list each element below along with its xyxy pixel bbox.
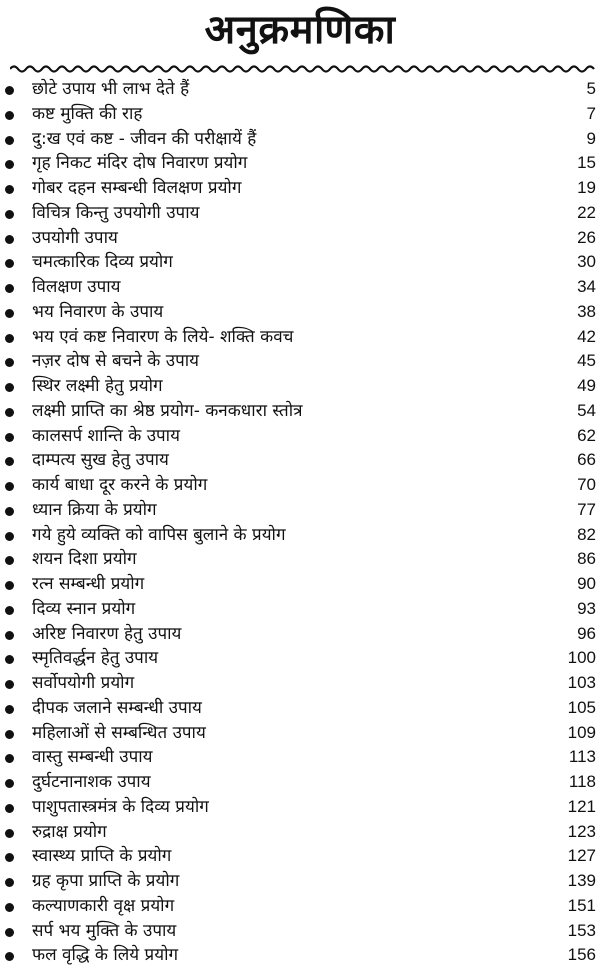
bullet-icon bbox=[5, 556, 14, 565]
toc-entry-page-number: 26 bbox=[577, 227, 596, 247]
toc-entry bbox=[0, 175, 600, 200]
toc-entry-page-number: 139 bbox=[567, 871, 596, 890]
toc-entry bbox=[0, 299, 600, 324]
bullet-icon bbox=[5, 457, 14, 466]
toc-entry-title: ग्रह कृपा प्राप्ति के प्रयोग bbox=[32, 871, 180, 891]
bullet-icon bbox=[5, 507, 14, 516]
toc-entry-title: सर्वोपयोगी प्रयोग bbox=[32, 673, 135, 693]
bullet-icon bbox=[5, 185, 14, 194]
toc-entry-page-number: 77 bbox=[577, 499, 596, 519]
bullet-icon bbox=[5, 111, 14, 120]
toc-entry bbox=[0, 472, 600, 497]
toc-entry-page-number: 156 bbox=[567, 945, 596, 965]
toc-entry-page-number: 109 bbox=[567, 722, 596, 742]
toc-entry bbox=[0, 373, 600, 398]
bullet-icon bbox=[5, 136, 14, 145]
toc-entry-page-number: 9 bbox=[586, 128, 596, 148]
bullet-icon bbox=[5, 284, 14, 293]
bullet-icon bbox=[5, 655, 14, 664]
toc-entry-page-number: 38 bbox=[577, 301, 596, 321]
toc-entry bbox=[0, 522, 600, 547]
toc-entry-title: कार्य बाधा दूर करने के प्रयोग bbox=[32, 475, 208, 495]
toc-list bbox=[0, 76, 600, 967]
toc-entry-title: स्थिर लक्ष्मी हेतु प्रयोग bbox=[32, 376, 163, 396]
toc-entry-title: कालसर्प शान्ति के उपाय bbox=[32, 425, 180, 446]
toc-entry bbox=[0, 398, 600, 423]
toc-entry-page-number: 113 bbox=[568, 747, 596, 767]
bullet-icon bbox=[5, 532, 14, 541]
toc-entry-page-number: 153 bbox=[567, 920, 596, 940]
bullet-icon bbox=[5, 779, 14, 788]
bullet-icon bbox=[5, 309, 14, 318]
bullet-icon bbox=[5, 730, 14, 739]
toc-entry-title: विचित्र किन्तु उपयोगी उपाय bbox=[32, 202, 200, 223]
toc-entry-title: भय एवं कष्ट निवारण के लिये- शक्ति कवच bbox=[32, 326, 294, 347]
bullet-icon bbox=[5, 952, 14, 961]
toc-entry bbox=[0, 621, 600, 646]
toc-entry bbox=[0, 571, 600, 596]
bullet-icon bbox=[5, 160, 14, 169]
toc-entry-page-number: 93 bbox=[577, 598, 596, 618]
toc-entry-page-number: 70 bbox=[577, 475, 596, 494]
bullet-icon bbox=[5, 235, 14, 244]
toc-entry-title: स्मृतिवर्द्धन हेतु उपाय bbox=[32, 648, 159, 669]
toc-entry bbox=[0, 744, 600, 769]
bullet-icon bbox=[5, 334, 14, 343]
toc-entry bbox=[0, 868, 600, 893]
page-title: अनुक्रमणिका bbox=[204, 7, 396, 53]
toc-entry bbox=[0, 249, 600, 274]
toc-entry-title: कष्ट मुक्ति की राह bbox=[32, 103, 143, 124]
toc-entry-title: भय निवारण के उपाय bbox=[32, 301, 164, 322]
bullet-icon bbox=[5, 829, 14, 838]
toc-entry-title: रत्न सम्बन्धी प्रयोग bbox=[32, 574, 145, 594]
toc-entry-page-number: 66 bbox=[577, 450, 596, 470]
toc-entry-title: चमत्कारिक दिव्य प्रयोग bbox=[32, 252, 173, 273]
toc-entry bbox=[0, 843, 600, 868]
toc-entry bbox=[0, 645, 600, 670]
toc-entry bbox=[0, 150, 600, 175]
bullet-icon bbox=[5, 631, 14, 640]
bullet-icon bbox=[5, 853, 14, 862]
toc-entry-title: दाम्पत्य सुख हेतु उपाय bbox=[32, 450, 169, 471]
toc-entry-page-number: 105 bbox=[567, 697, 596, 717]
toc-entry-title: अरिष्ट निवारण हेतु उपाय bbox=[32, 623, 182, 644]
toc-entry bbox=[0, 423, 600, 448]
toc-entry-page-number: 19 bbox=[577, 178, 596, 197]
toc-entry-page-number: 15 bbox=[577, 153, 596, 173]
toc-entry-title: विलक्षण उपाय bbox=[32, 277, 121, 297]
toc-entry bbox=[0, 695, 600, 720]
toc-entry-page-number: 7 bbox=[586, 103, 596, 123]
toc-entry-title: गोबर दहन सम्बन्धी विलक्षण प्रयोग bbox=[32, 178, 242, 198]
toc-entry-page-number: 22 bbox=[577, 202, 596, 222]
toc-entry-page-number: 5 bbox=[586, 79, 596, 98]
toc-entry-title: गृह निकट मंदिर दोष निवारण प्रयोग bbox=[32, 153, 248, 174]
bullet-icon bbox=[5, 259, 14, 268]
toc-entry-title: दु:ख एवं कष्ट - जीवन की परीक्षायें हैं bbox=[32, 128, 257, 149]
toc-entry bbox=[0, 942, 600, 967]
toc-entry-title: दीपक जलाने सम्बन्धी उपाय bbox=[32, 697, 202, 718]
toc-entry-title: लक्ष्मी प्राप्ति का श्रेष्ठ प्रयोग- कनकधारा स्तोत्र bbox=[32, 400, 303, 421]
bullet-icon bbox=[5, 210, 14, 219]
bullet-icon bbox=[5, 581, 14, 590]
toc-entry-page-number: 42 bbox=[577, 326, 596, 346]
toc-entry bbox=[0, 274, 600, 299]
toc-entry-title: शयन दिशा प्रयोग bbox=[32, 549, 137, 570]
bullet-icon bbox=[5, 408, 14, 417]
toc-entry-page-number: 82 bbox=[577, 524, 596, 544]
toc-entry-page-number: 96 bbox=[577, 623, 596, 643]
toc-entry-title: कल्याणकारी वृक्ष प्रयोग bbox=[32, 895, 175, 916]
toc-entry-page-number: 54 bbox=[577, 400, 596, 420]
bullet-icon bbox=[5, 705, 14, 714]
toc-entry-page-number: 118 bbox=[568, 772, 596, 791]
toc-entry-page-number: 34 bbox=[577, 277, 596, 296]
toc-entry-title: रुद्राक्ष प्रयोग bbox=[32, 821, 107, 842]
toc-entry bbox=[0, 497, 600, 522]
toc-entry bbox=[0, 101, 600, 126]
toc-entry-title: नज़र दोष से बचने के उपाय bbox=[32, 351, 199, 372]
toc-entry bbox=[0, 596, 600, 621]
toc-entry-title: छोटे उपाय भी लाभ देते हैं bbox=[32, 79, 190, 99]
toc-entry-title: सर्प भय मुक्ति के उपाय bbox=[32, 920, 177, 941]
toc-entry bbox=[0, 546, 600, 571]
bullet-icon bbox=[5, 928, 14, 937]
bullet-icon bbox=[5, 433, 14, 442]
toc-entry-page-number: 62 bbox=[577, 425, 596, 445]
toc-entry bbox=[0, 126, 600, 151]
bullet-icon bbox=[5, 358, 14, 367]
toc-entry bbox=[0, 769, 600, 794]
toc-entry-title: गये हुये व्यक्ति को वापिस बुलाने के प्रयोग bbox=[32, 524, 286, 545]
bullet-icon bbox=[5, 482, 14, 491]
toc-entry-title: स्वास्थ्य प्राप्ति के प्रयोग bbox=[32, 846, 172, 867]
toc-entry-title: दुर्घटनानाशक उपाय bbox=[32, 772, 151, 792]
toc-entry-page-number: 121 bbox=[567, 796, 596, 816]
toc-entry-title: ध्यान क्रिया के प्रयोग bbox=[32, 499, 157, 520]
bullet-icon bbox=[5, 903, 14, 912]
toc-entry-page-number: 90 bbox=[577, 574, 596, 593]
toc-entry-page-number: 86 bbox=[577, 549, 596, 569]
wavy-rule-line bbox=[10, 67, 594, 72]
toc-entry bbox=[0, 200, 600, 225]
toc-entry bbox=[0, 447, 600, 472]
toc-entry-page-number: 151 bbox=[567, 895, 596, 915]
toc-entry bbox=[0, 76, 600, 101]
bullet-icon bbox=[5, 86, 14, 95]
toc-entry-page-number: 45 bbox=[577, 351, 596, 371]
toc-entry-page-number: 123 bbox=[567, 821, 596, 841]
toc-entry-page-number: 103 bbox=[567, 673, 596, 692]
toc-entry-page-number: 49 bbox=[577, 376, 596, 395]
bullet-icon bbox=[5, 754, 14, 763]
toc-entry-title: उपयोगी उपाय bbox=[32, 227, 118, 248]
toc-entry-title: वास्तु सम्बन्धी उपाय bbox=[32, 747, 153, 768]
toc-entry-page-number: 127 bbox=[567, 846, 596, 866]
toc-entry bbox=[0, 794, 600, 819]
toc-entry bbox=[0, 324, 600, 349]
toc-entry bbox=[0, 918, 600, 943]
toc-entry-title: फल वृद्धि के लिये प्रयोग bbox=[32, 945, 179, 966]
decorative-title-rule bbox=[10, 62, 598, 76]
bullet-icon bbox=[5, 878, 14, 887]
bullet-icon bbox=[5, 680, 14, 689]
bullet-icon bbox=[5, 383, 14, 392]
toc-entry bbox=[0, 819, 600, 844]
toc-entry-title: पाशुपतास्त्रमंत्र के दिव्य प्रयोग bbox=[32, 796, 209, 817]
toc-entry bbox=[0, 225, 600, 250]
toc-entry bbox=[0, 720, 600, 745]
bullet-icon bbox=[5, 804, 14, 813]
toc-entry-title: दिव्य स्नान प्रयोग bbox=[32, 598, 136, 619]
toc-entry bbox=[0, 893, 600, 918]
toc-entry bbox=[0, 348, 600, 373]
toc-entry-title: महिलाओं से सम्बन्धित उपाय bbox=[32, 722, 206, 743]
toc-entry-page-number: 100 bbox=[567, 648, 596, 668]
toc-entry-page-number: 30 bbox=[577, 252, 596, 272]
toc-entry bbox=[0, 670, 600, 695]
bullet-icon bbox=[5, 606, 14, 615]
